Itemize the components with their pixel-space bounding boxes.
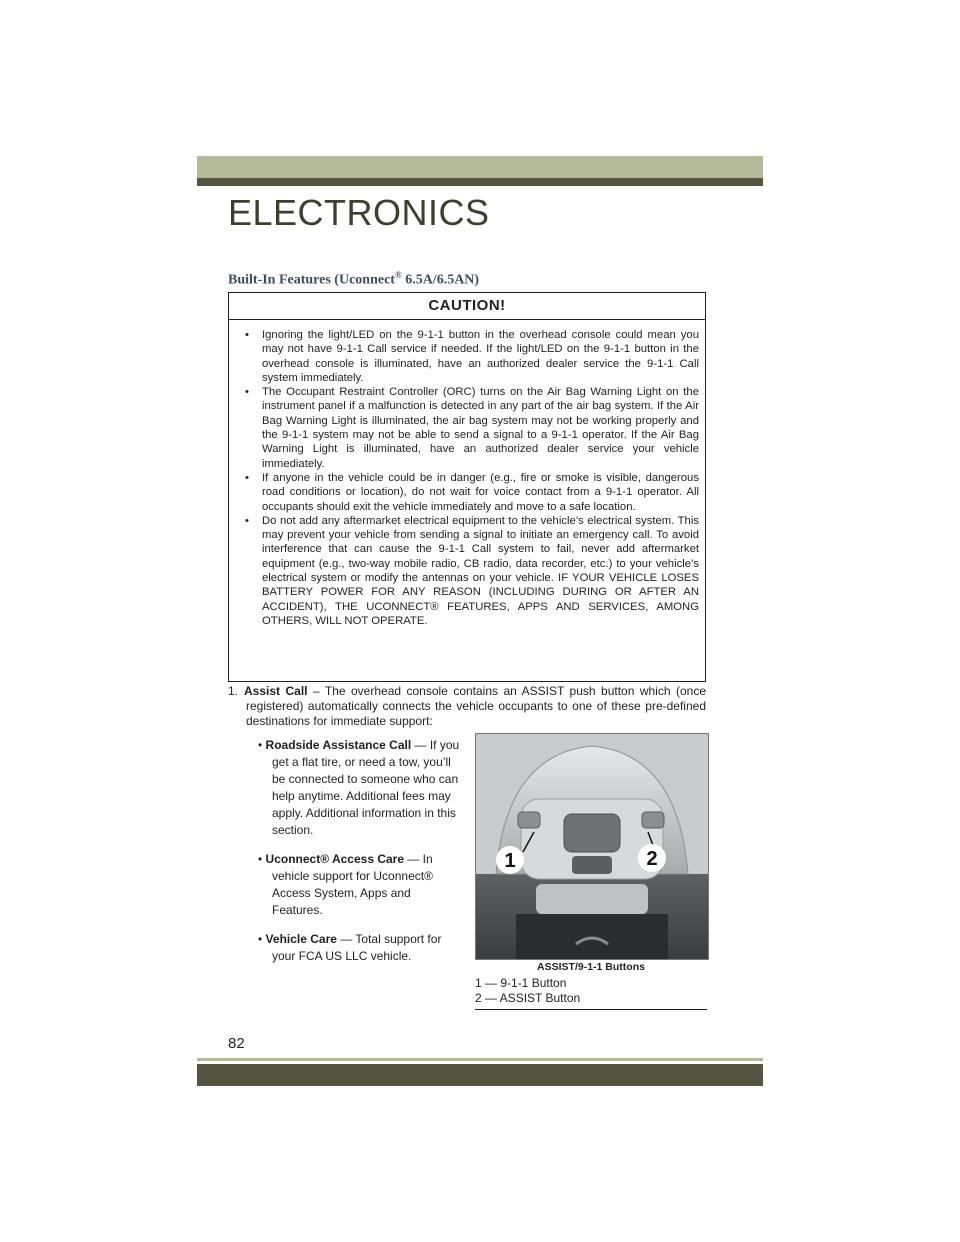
header-band: [197, 156, 763, 178]
caution-box: [228, 292, 706, 682]
list-item: • Vehicle Care — Total support for your FCA US LLC vehicle.: [258, 932, 442, 963]
caution-item: • Do not add any aftermarket electrical equipment to the vehicle’s electrical system. This may prevent your vehicle from sending a signal to initiate an emergency call. To avoid interference that can cause the 9-1-1 Call system to fail, never add aftermarket equipment (e.g., two-way mobile radio, CB radio, data recorder, etc.) to your vehicle’s electrical system or modify the antennas on your vehicle. IF YOUR VEHICLE LOSES BATTERY POWER FOR ANY REASON (INCLUDING DURING OR AFTER AN ACCIDENT), THE UCONNECT® FEATURES, APPS AND SERVICES, AMONG OTHERS, WILL NOT OPERATE.: [245, 514, 699, 627]
list-item: • Roadside Assistance Call — If you get a flat tire, or need a tow, you’ll be connected to someone who can help anytime. Additional fees may apply. Additional information in this section.: [258, 738, 460, 837]
footer-band: [197, 1064, 763, 1086]
figure-legend: [475, 976, 707, 1006]
assist-call-term: Assist Call: [244, 684, 308, 698]
page-number: 82: [228, 1035, 245, 1052]
callout-2-label: 2: [646, 848, 658, 870]
header-band-dark: [197, 178, 763, 186]
legend-rule: [475, 1009, 707, 1010]
list-item: • Uconnect® Access Care — In vehicle support for Uconnect® Access System, Apps and Features.: [258, 852, 433, 917]
assist-destinations-list: [254, 737, 462, 977]
caution-item: • If anyone in the vehicle could be in danger (e.g., fire or smoke is visible, dangerous road conditions or location), do not wait for voice contact from a 9-1-1 operator. All occupants should exit the vehicle immediately and move to a safe location.: [245, 471, 699, 513]
section-title: ELECTRONICS: [228, 192, 490, 233]
overhead-console-photo: [475, 733, 709, 960]
caution-item: • The Occupant Restraint Controller (ORC) turns on the Air Bag Warning Light on the instrument panel if a malfunction is detected in any part of the air bag system. If the Air Bag Warning Light is illuminated, the air bag system may not be working properly and the 9-1-1 system may not be able to send a signal to a 9-1-1 operator. If the Air Bag Warning Light is illuminated, have an authorized dealer service your vehicle immediately.: [245, 386, 699, 470]
figure-caption: ASSIST/9-1-1 Buttons: [537, 961, 645, 973]
subheading: Built-In Features (Uconnect® 6.5A/6.5AN): [228, 270, 480, 288]
footer-line: [197, 1058, 763, 1061]
legend-item: 1 — 9-1-1 Button: [475, 976, 567, 990]
caution-title: CAUTION!: [229, 293, 705, 320]
legend-item: 2 — ASSIST Button: [475, 991, 581, 1005]
assist-call-paragraph: 1. Assist Call – The overhead console contains an ASSIST push button which (once registered) automatically connects the vehicle occupants to one of these pre-defined destinations for immediate support:: [228, 684, 706, 728]
callout-1-label: 1: [504, 850, 516, 872]
caution-list: [239, 328, 699, 628]
caution-item: • Ignoring the light/LED on the 9-1-1 button in the overhead console could mean you may not have 9-1-1 Call service if needed. If the light/LED on the 9-1-1 button in the overhead console is illuminated, have an authorized dealer service the 9-1-1 Call system immediately.: [245, 329, 699, 384]
